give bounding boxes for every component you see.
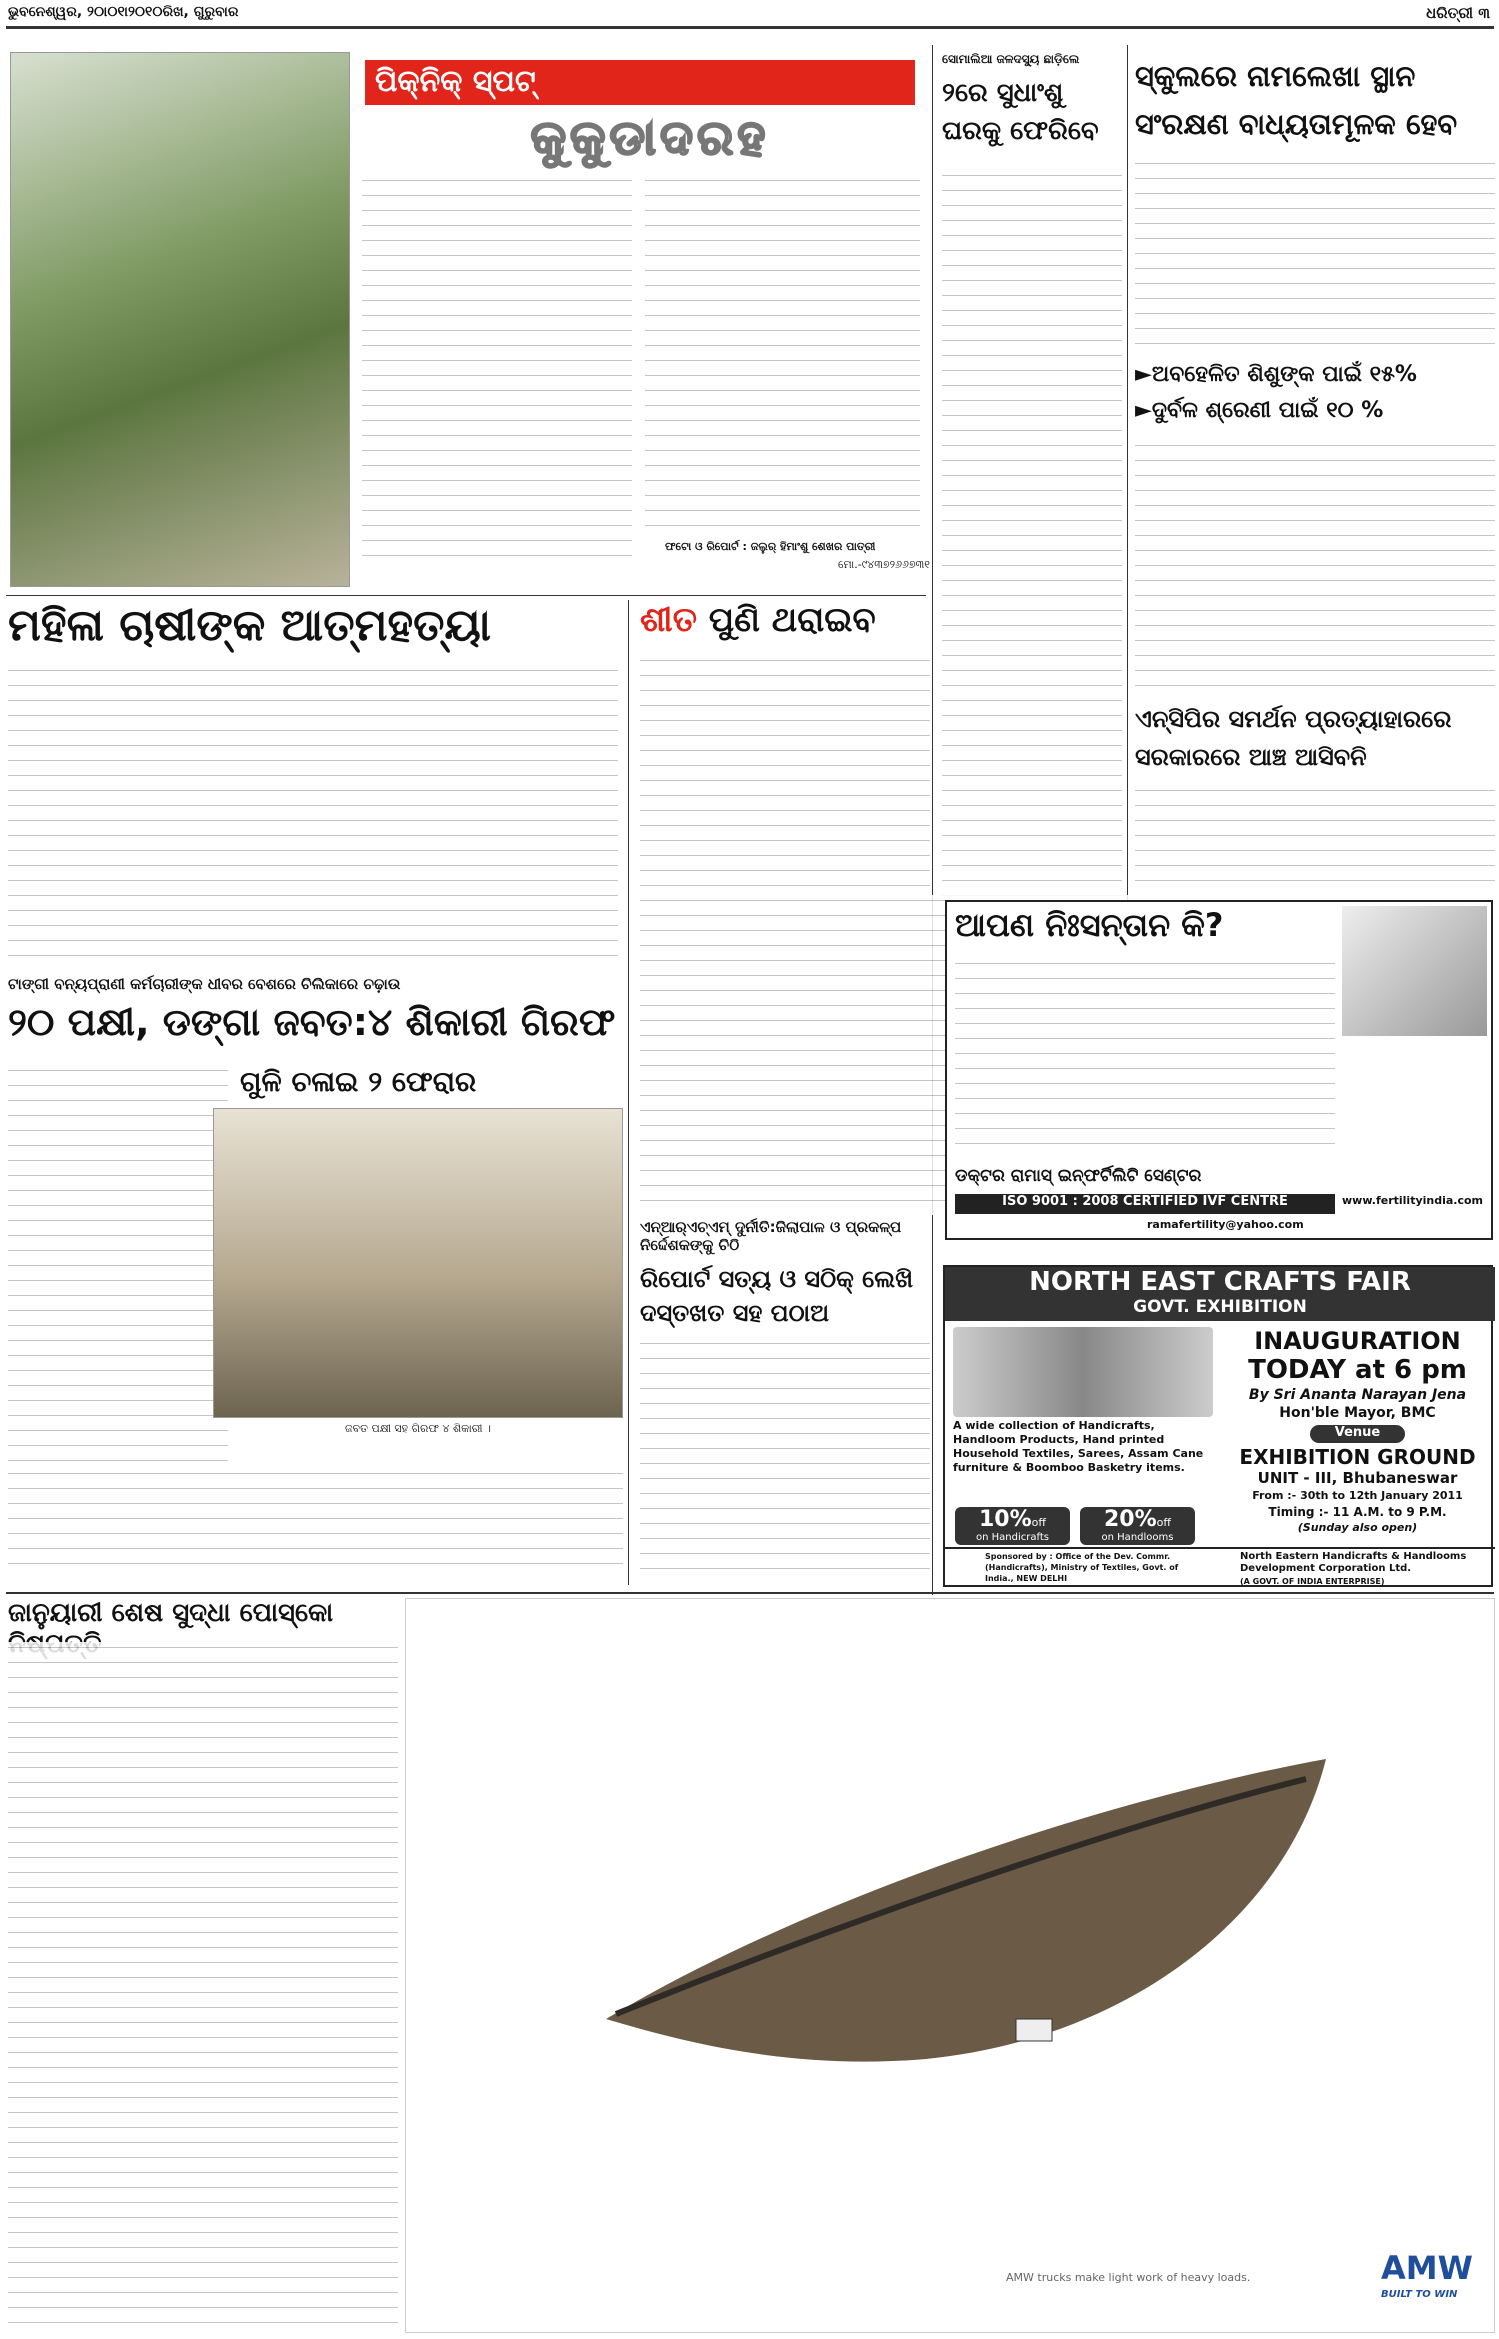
off1-on: on Handicrafts <box>976 1532 1049 1543</box>
crafts-header <box>945 1267 1495 1321</box>
crafts-from: From :- 30th to 12th January 2011 <box>1252 1489 1463 1502</box>
cold-title-rest: ପୁଣି ଥରାଇବ <box>696 600 876 640</box>
crafts-org: North Eastern Handicrafts & Handlooms Development Corporation Ltd. <box>1240 1551 1467 1574</box>
cold-body-a <box>640 655 930 890</box>
crafts-venue: EXHIBITION GROUND <box>1239 1445 1476 1469</box>
masthead-rule <box>6 26 1494 29</box>
off1-pct: 10% <box>979 1507 1032 1532</box>
crafts-sponsor: Sponsored by : Office of the Dev. Commr. (Handicrafts), Ministry of Textiles, Govt. of India., NEW DELHI <box>985 1552 1179 1583</box>
off2-on: on Handlooms <box>1101 1532 1174 1543</box>
picnic-body-left <box>362 175 632 570</box>
off1-word: off <box>1031 1516 1046 1529</box>
picnic-kicker: ପିକ୍‌ନିକ୍ ସ୍ପଟ୍ <box>365 60 915 105</box>
crafts-desc: A wide collection of Handicrafts, Handloom Products, Hand printed Household Textiles, Sarees, Assam Cane furniture & Boomboo Basketry items. <box>953 1419 1204 1474</box>
section-rule-2 <box>6 1592 1494 1594</box>
birds-title: ୨୦ ପକ୍ଷୀ, ଡଙ୍ଗା ଜବତ:୪ ଶିକାରୀ ଗିରଫ <box>8 1000 616 1044</box>
school-body-bottom <box>1135 440 1495 690</box>
picnic-phone: ମୋ.-୯୪୩୭୨୬୬୭୩୧ <box>837 558 930 571</box>
amw-logo: AMW <box>1381 2249 1473 2287</box>
vertical-rule-1 <box>932 45 933 1595</box>
off2-word: off <box>1156 1516 1171 1529</box>
fertility-text <box>955 958 1335 1158</box>
crafts-fair-ad[interactable] <box>943 1265 1493 1587</box>
section-rule-1 <box>6 595 926 596</box>
crafts-subtitle: GOVT. EXHIBITION <box>1133 1297 1307 1317</box>
masthead-page: ଧରିତ୍ରୀ ୩ <box>1426 4 1490 22</box>
nrhm-body <box>640 1338 930 1583</box>
crafts-venue-label: Venue <box>1310 1425 1405 1443</box>
crafts-inaug1: INAUGURATION <box>1254 1327 1461 1355</box>
vertical-rule-2 <box>1127 45 1128 905</box>
woman-title: ମହିଳା ଚାଷୀଙ୍କ ଆତ୍ମହତ୍ୟା <box>8 600 491 651</box>
school-title: ସ୍କୁଲରେ ନାମଲେଖା ସ୍ଥାନ ସଂରକ୍ଷଣ ବାଧ୍ୟତାମୂଳକ ହେବ <box>1135 59 1458 141</box>
ncp-body <box>1135 785 1495 885</box>
somalia-body <box>942 170 1122 900</box>
fertility-ad[interactable] <box>945 900 1493 1240</box>
discount-badge-handlooms <box>1080 1507 1195 1545</box>
fertility-title: ଆପଣ ନିଃସନ୍ତାନ କି? <box>955 906 1224 944</box>
discount-badge-handicrafts <box>955 1507 1070 1545</box>
posco-body <box>8 1642 398 2327</box>
crafts-sunday: (Sunday also open) <box>1297 1521 1418 1534</box>
crafts-title: NORTH EAST CRAFTS FAIR <box>1029 1267 1411 1297</box>
crafts-inaug2: TODAY at 6 pm <box>1248 1355 1467 1385</box>
fertility-iso: ISO 9001 : 2008 CERTIFIED IVF CENTRE <box>955 1194 1335 1214</box>
road-graphic <box>406 1599 1496 2334</box>
somalia-kicker: ସୋମାଲିଆ ଜଳଦସ୍ୟୁ ଛାଡ଼ିଲେ <box>942 52 1080 66</box>
masthead-date: ଭୁବନେଶ୍ୱର, ୨୦ା୦୧ା୨୦୧୦ରିଖ, ଗୁରୁବାର <box>8 4 239 20</box>
birds-body <box>8 1065 228 1465</box>
cold-title <box>640 600 930 650</box>
crafts-timing: Timing :- 11 A.M. to 9 P.M. <box>1268 1505 1447 1519</box>
school-body-top <box>1135 158 1495 358</box>
crafts-mayor: Hon'ble Mayor, BMC <box>1279 1405 1436 1421</box>
picnic-byline: ଫଟୋ ଓ ରିପୋର୍ଟ : ଜଲୁର୍ ହିମାଂଶୁ ଶେଖର ପାତ୍ରୀ <box>665 540 876 553</box>
fertility-web[interactable]: www.fertilityindia.com <box>1342 1194 1484 1207</box>
birds-kicker: ଟାଙ୍ଗୀ ବନ୍ୟପ୍ରାଣୀ କର୍ମଚାରୀଙ୍କ ଧୀବର ବେଶରେ ଚିଲିକାରେ ଚଢ଼ାଉ <box>8 975 401 993</box>
crafts-by: By Sri Ananta Narayan Jena <box>1248 1387 1467 1403</box>
crafts-footer <box>945 1547 1495 1589</box>
birds-sub: ଗୁଳି ଚଳାଇ ୨ ଫେରାର <box>240 1065 477 1098</box>
amw-slogan: BUILT TO WIN <box>1381 2289 1458 2300</box>
vertical-rule-3 <box>628 600 629 1585</box>
crafts-unit: UNIT - III, Bhubaneswar <box>1257 1469 1458 1487</box>
nrhm-kicker: ଏନ୍‌ଆର୍‌ଏଚ୍‌ଏମ୍ ଦୁର୍ନୀତି:ଜିଲାପାଳ ଓ ପ୍ରକଳ୍ପ ନିର୍ଦ୍ଦେଶକଙ୍କୁ ଚିଠି <box>640 1218 902 1254</box>
somalia-title: ୨ରେ ସୁଧାଂଶୁ ଘରକୁ ଫେରିବେ <box>942 78 1099 146</box>
amw-tagline: AMW trucks make light work of heavy loads. <box>1006 2271 1251 2284</box>
amw-ad[interactable] <box>405 1598 1495 2333</box>
off2-pct: 20% <box>1104 1507 1157 1532</box>
school-sub1: ►ଅବହେଳିତ ଶିଶୁଙ୍କ ପାଇଁ ୧୫% <box>1135 362 1417 387</box>
posco-title: ଜାନୁୟାରୀ ଶେଷ ସୁଦ୍ଧା ପୋସ୍କୋ <box>8 1598 334 1628</box>
hunters-photo <box>213 1108 623 1418</box>
picnic-title: କୁକୁଡାଦରହ <box>530 110 770 166</box>
nrhm-title: ରିପୋର୍ଟ ସତ୍ୟ ଓ ସଠିକ୍ ଲେଖି ଦସ୍ତଖତ ସହ ପଠାଅ <box>640 1265 914 1327</box>
ncp-title: ଏନ୍‌ସିପିର ସମର୍ଥନ ପ୍ରତ୍ୟାହାରରେ ସରକାରରେ ଆଞ୍ଚ ଆସିବନି <box>1135 705 1452 771</box>
crafts-items-image <box>953 1327 1213 1417</box>
cold-title-red: ଶୀତ <box>640 600 697 640</box>
crafts-org-sub: (A GOVT. OF INDIA ENTERPRISE) <box>1240 1577 1385 1586</box>
fertility-clinic: ଡକ୍ଟର ରାମାସ୍ ଇନ୍‌ଫର୍ଟିଲିଟି ସେଣ୍ଟର <box>955 1166 1202 1186</box>
birds-body-bottom <box>8 1468 623 1578</box>
fertility-email[interactable]: ramafertility@yahoo.com <box>1147 1218 1304 1231</box>
school-sub2: ►ଦୁର୍ବଳ ଶ୍ରେଣୀ ପାଇଁ ୧୦ % <box>1135 398 1384 423</box>
hunters-caption: ଜବତ ପକ୍ଷୀ ସହ ଗିରଫ ୪ ଶିକାରୀ । <box>345 1422 491 1435</box>
woman-body <box>8 665 618 965</box>
picnic-body-right <box>645 175 920 535</box>
waterfall-photo <box>10 52 350 587</box>
mother-child-image <box>1342 906 1487 1036</box>
